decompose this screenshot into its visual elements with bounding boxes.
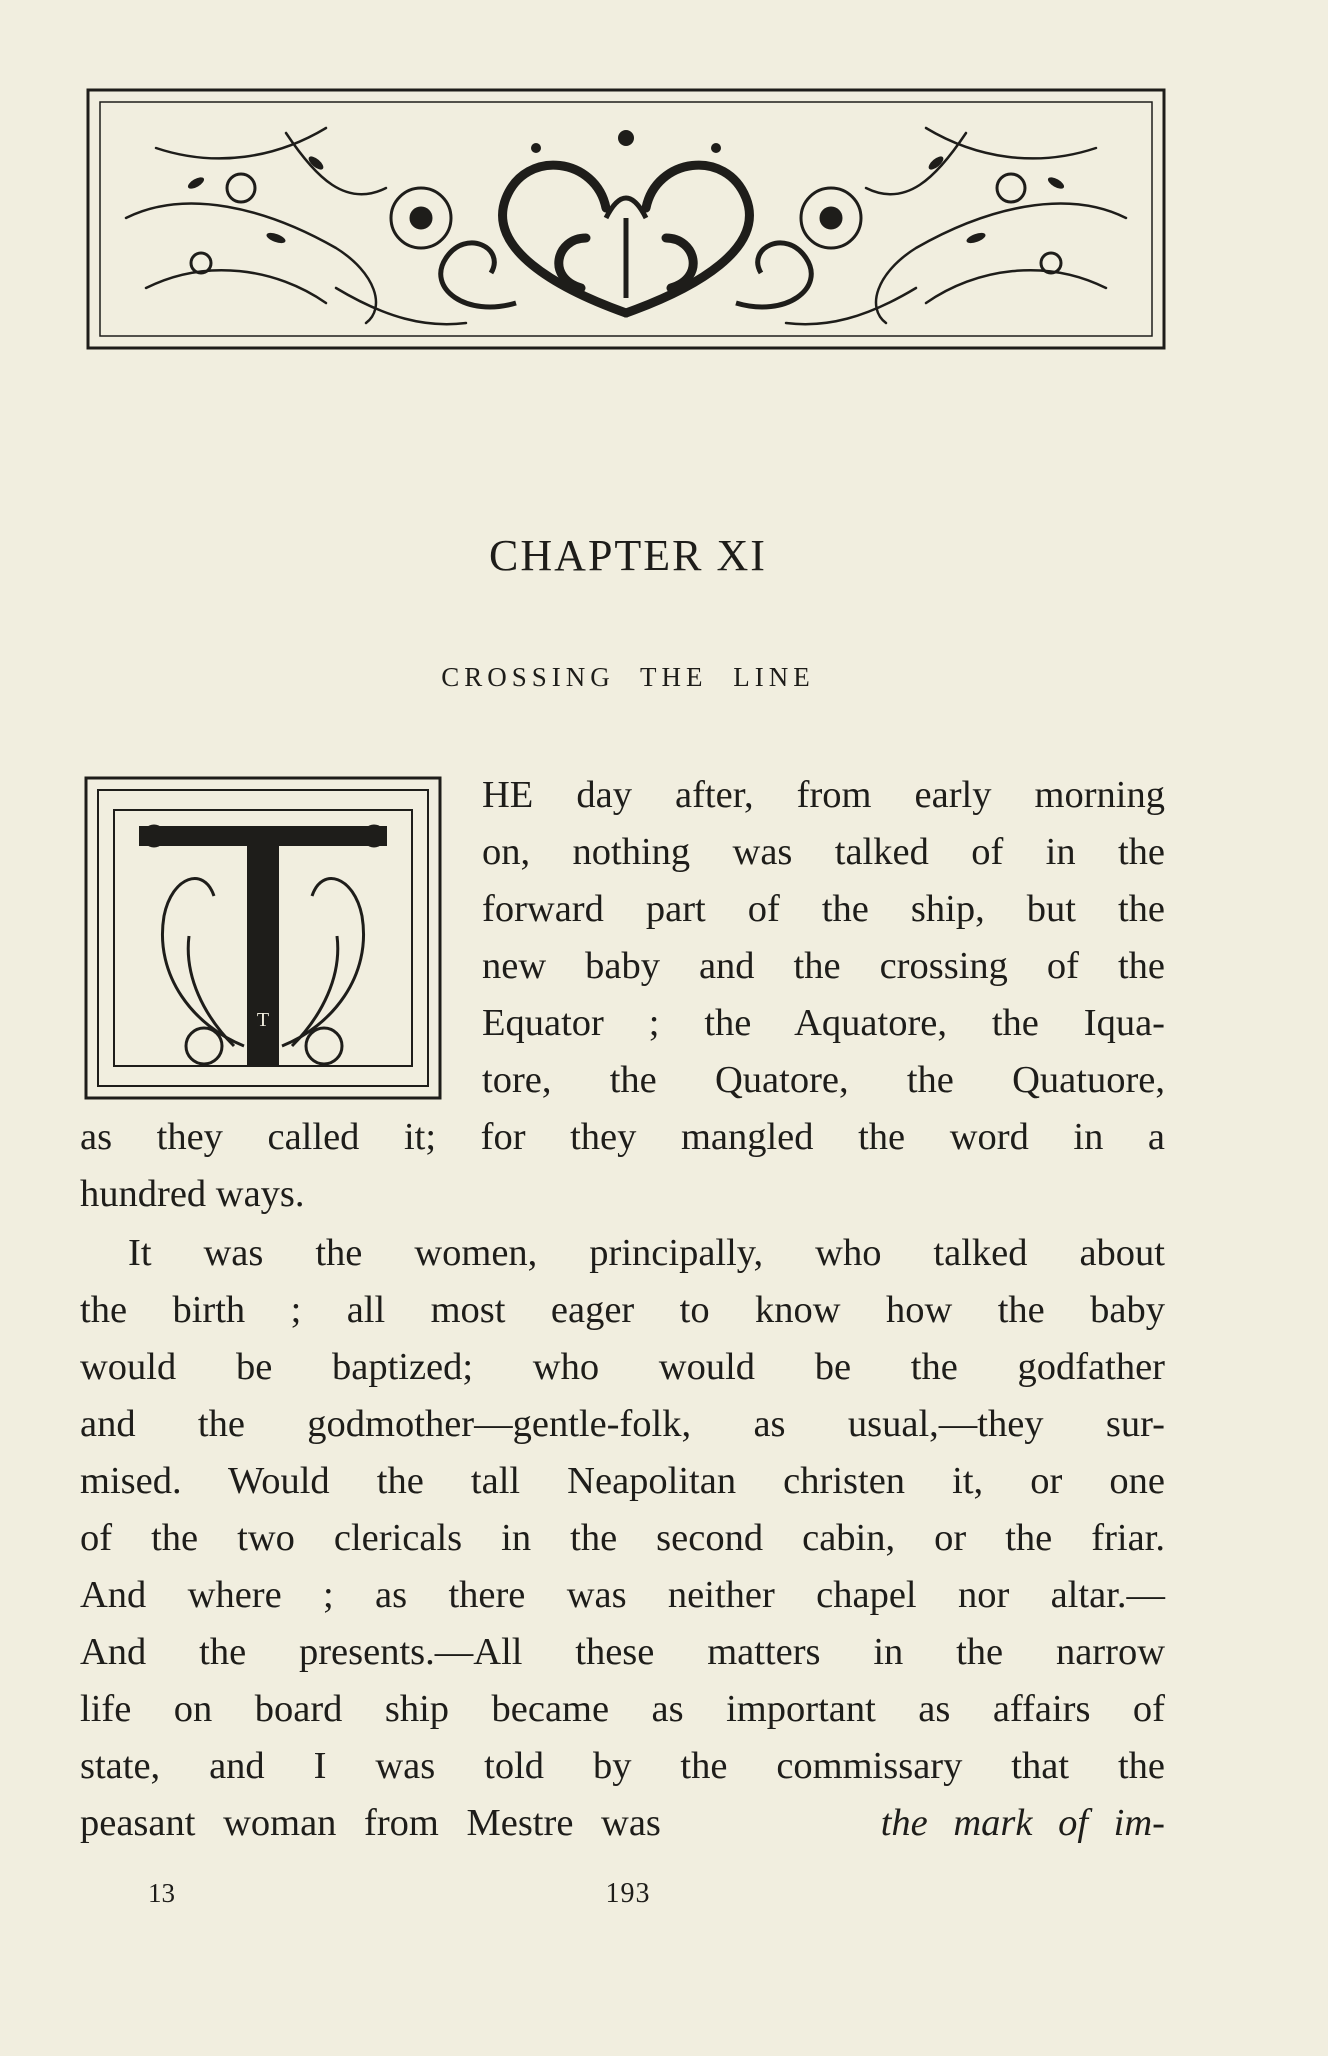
text-line-last (80, 1798, 1165, 1848)
italic-text-span: the mark of im- (880, 1802, 1165, 1844)
text-line: Equator ; the Aquatore, the Iqua- (482, 1002, 1165, 1044)
text-line: new baby and the crossing of the (482, 945, 1165, 987)
text-line: tore, the Quatore, the Quatuore, (482, 1059, 1165, 1101)
ornamental-headpiece (86, 88, 1166, 350)
text-span: peasant woman from Mestre was (80, 1802, 661, 1844)
text-line: on, nothing was talked of in the (482, 831, 1165, 873)
text-line: of the two clericals in the second cabin, or the friar. (80, 1517, 1165, 1559)
text-line: state, and I was told by the commissary that the (80, 1745, 1165, 1787)
chapter-title: CHAPTER XI (489, 531, 767, 580)
dropcap-letter: T (256, 1009, 270, 1031)
text-line: as they called it; for they mangled the word in a (80, 1116, 1165, 1158)
signature-mark: 13 (148, 1878, 175, 1908)
text-line: would be baptized; who would be the godfather (80, 1346, 1165, 1388)
text-line: HE day after, from early morning (482, 774, 1165, 816)
text-line: And the presents.—All these matters in the narrow (80, 1631, 1165, 1673)
chapter-subtitle: CROSSING THE LINE (441, 662, 815, 692)
text-line: mised. Would the tall Neapolitan christen it, or one (80, 1460, 1165, 1502)
text-line: the birth ; all most eager to know how the baby (80, 1289, 1165, 1331)
text-line: life on board ship became as important as affairs of (80, 1688, 1165, 1730)
text-line: It was the women, principally, who talked about (128, 1232, 1165, 1274)
drop-cap-initial (84, 776, 442, 1100)
text-line: And where ; as there was neither chapel nor altar.— (80, 1574, 1165, 1616)
page-number: 193 (605, 1878, 651, 1909)
text-line: hundred ways. (80, 1173, 305, 1215)
floral-ornament-icon (86, 88, 1166, 350)
text-line: forward part of the ship, but the (482, 888, 1165, 930)
text-line: and the godmother—gentle-folk, as usual,—they sur- (80, 1403, 1165, 1445)
ornamental-initial-icon (84, 776, 442, 1100)
